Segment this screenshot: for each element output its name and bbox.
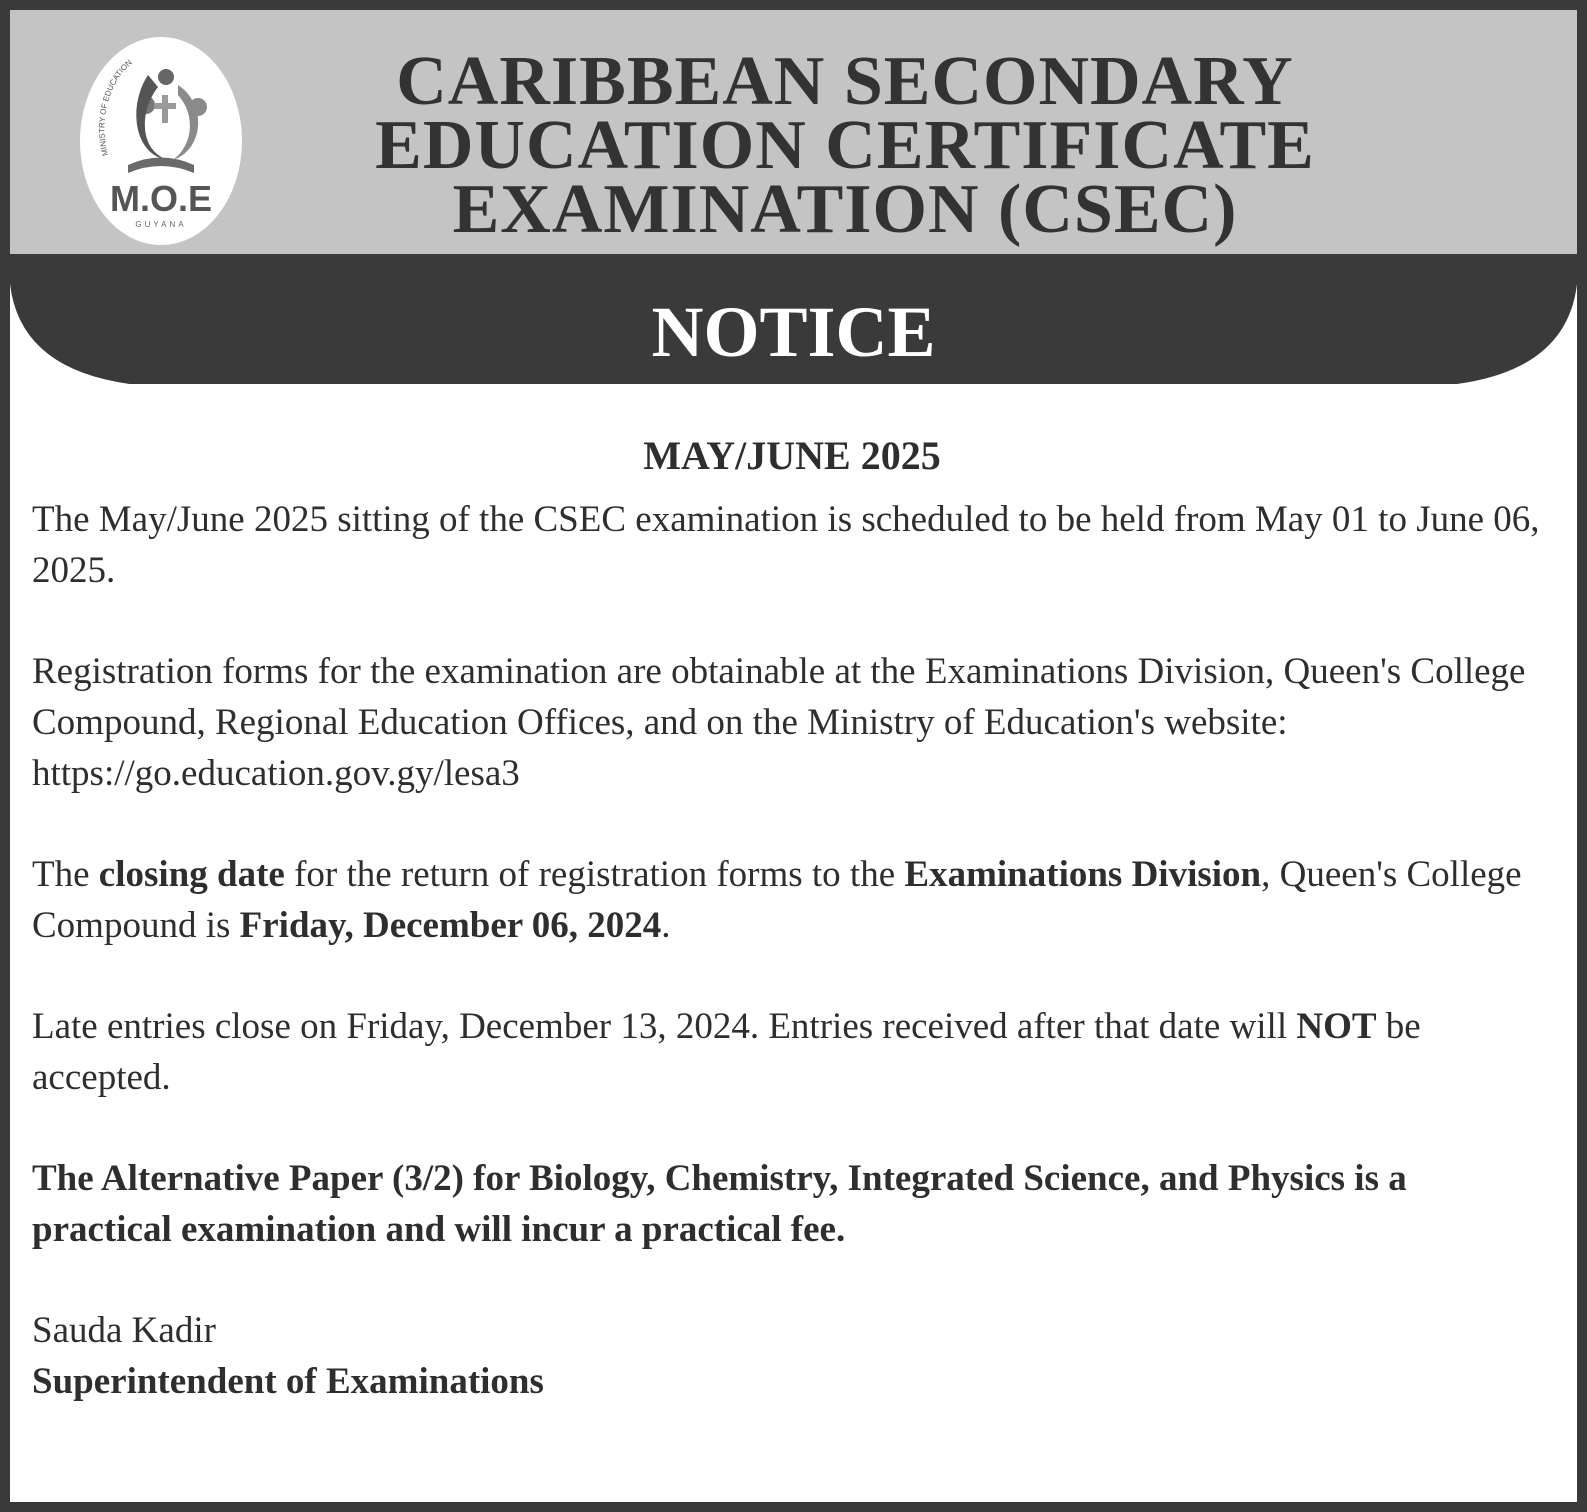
header-banner [10,10,1577,254]
paragraph-alternative-paper: The Alternative Paper (3/2) for Biology, Chemistry, Integrated Science, and Physics is a practical examination and will incur a practical fee. [32,1158,1407,1250]
notice-body [32,428,1552,1407]
late-not-emphasis: NOT [1296,1006,1377,1047]
title-line-3: EXAMINATION (CSEC) [452,171,1238,248]
logo-bottom-text: GUYANA [135,220,187,229]
paragraph-closing-date [32,849,1552,951]
title-line-2: EDUCATION CERTIFICATE [375,107,1315,184]
examinations-division-label: Examinations Division [904,854,1262,895]
paragraph-late-entries [32,1001,1552,1103]
signature-name: Sauda Kadir [32,1310,216,1351]
page-title [250,43,1440,248]
closing-text-4: . [661,905,671,946]
closing-date-label: closing date [98,854,285,895]
paragraph-dates: The May/June 2025 sitting of the CSEC examination is scheduled to be held from May 01 to June 06, 2025. [32,499,1540,591]
moe-logo [78,35,244,247]
logo-text: M.O.E [109,178,213,219]
closing-text-3: , Queen's College Compound is [32,854,1522,946]
paragraph-registration: Registration forms for the examination are obtainable at the Examinations Division, Queen's College Compound, Regional Education Offices, and on the Ministry of Education's website: https://go.education.gov.gy/lesa3 [32,651,1526,794]
closing-text-2: for the return of registration forms to the [284,854,905,895]
late-text-2: be accepted. [32,1006,1421,1098]
notice-heading: NOTICE [651,292,936,372]
closing-text-1: The [32,854,99,895]
late-text-1: Late entries close on Friday, December 13, 2024. Entries received after that date will [32,1006,1297,1047]
title-line-1: CARIBBEAN SECONDARY [396,43,1294,120]
notice-subtitle: MAY/JUNE 2025 [643,433,941,478]
logo-ring-text: MINISTRY OF EDUCATION [97,57,134,157]
signature-title: Superintendent of Examinations [32,1361,544,1402]
closing-date-value: Friday, December 06, 2024 [239,905,662,946]
